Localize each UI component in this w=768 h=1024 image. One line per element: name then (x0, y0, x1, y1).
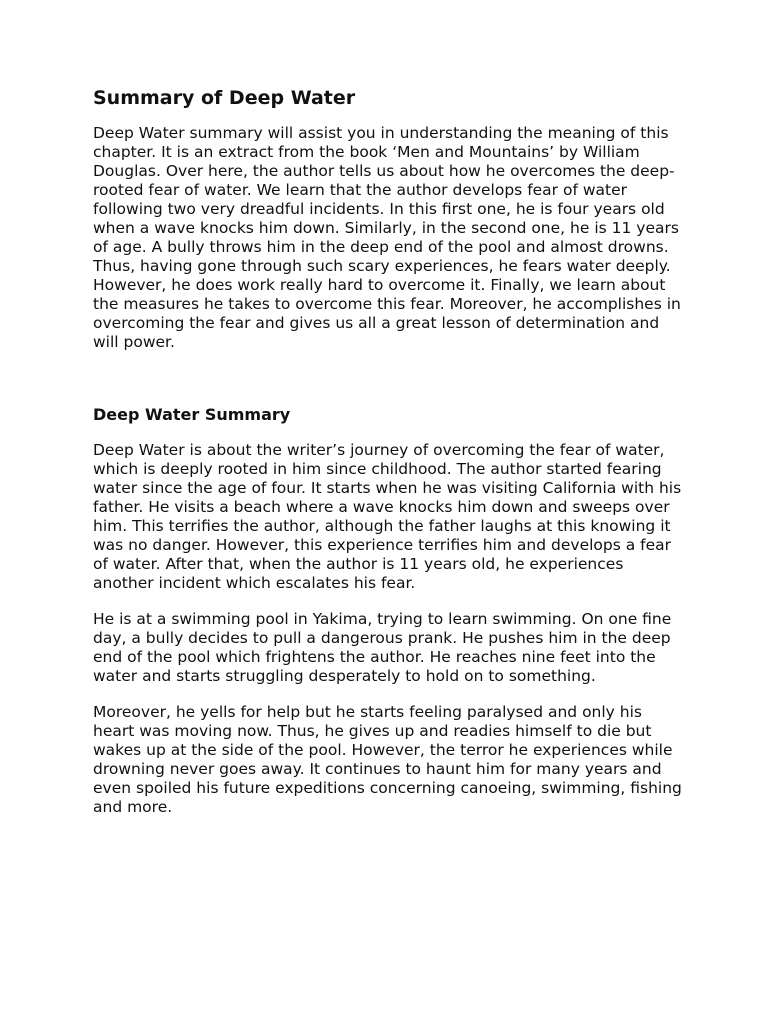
body-paragraph-2: He is at a swimming pool in Yakima, trying to learn swimming. On one fine day, a bully decides to pull a dangerous prank. He pushes him in the deep end of the pool which frightens the author. He reaches nine feet into the water and starts struggling desperately to hold on to something. (93, 610, 672, 685)
body-paragraph-1: Deep Water is about the writer’s journey of overcoming the fear of water, which is deeply rooted in him since childhood. The author started fearing water since the age of four. It starts when he was visiting California with his father. He visits a beach where a wave knocks him down and sweeps over him. This terrifies the author, although the father laughs at this knowing it was no danger. However, this experience terrifies him and develops a fear of water. After that, when the author is 11 years old, he experiences another incident which escalates his fear. (93, 441, 682, 592)
intro-paragraph: Deep Water summary will assist you in understanding the meaning of this chapter. It is an extract from the book ‘Men and Mountains’ by William Douglas. Over here, the author tells us about how he overcomes the deep-rooted fear of water. We learn that the author develops fear of water following two very dreadful incidents. In this first one, he is four years old when a wave knocks him down. Similarly, in the second one, he is 11 years of age. A bully throws him in the deep end of the pool and almost drowns. Thus, having gone through such scary experiences, he fears water deeply. However, he does work really hard to overcome it. Finally, we learn about the measures he takes to overcome this fear. Moreover, he accomplishes in overcoming the fear and gives us all a great lesson of determination and will power. (93, 124, 681, 351)
document-page (93, 86, 683, 817)
section-heading: Deep Water Summary (93, 405, 291, 424)
page-title: Summary of Deep Water (93, 87, 356, 109)
body-paragraph-3: Moreover, he yells for help but he starts feeling paralysed and only his heart was moving now. Thus, he gives up and readies himself to die but wakes up at the side of the pool. However, the terror he experiences while drowning never goes away. It continues to haunt him for many years and even spoiled his future expeditions concerning canoeing, swimming, fishing and more. (93, 703, 682, 816)
